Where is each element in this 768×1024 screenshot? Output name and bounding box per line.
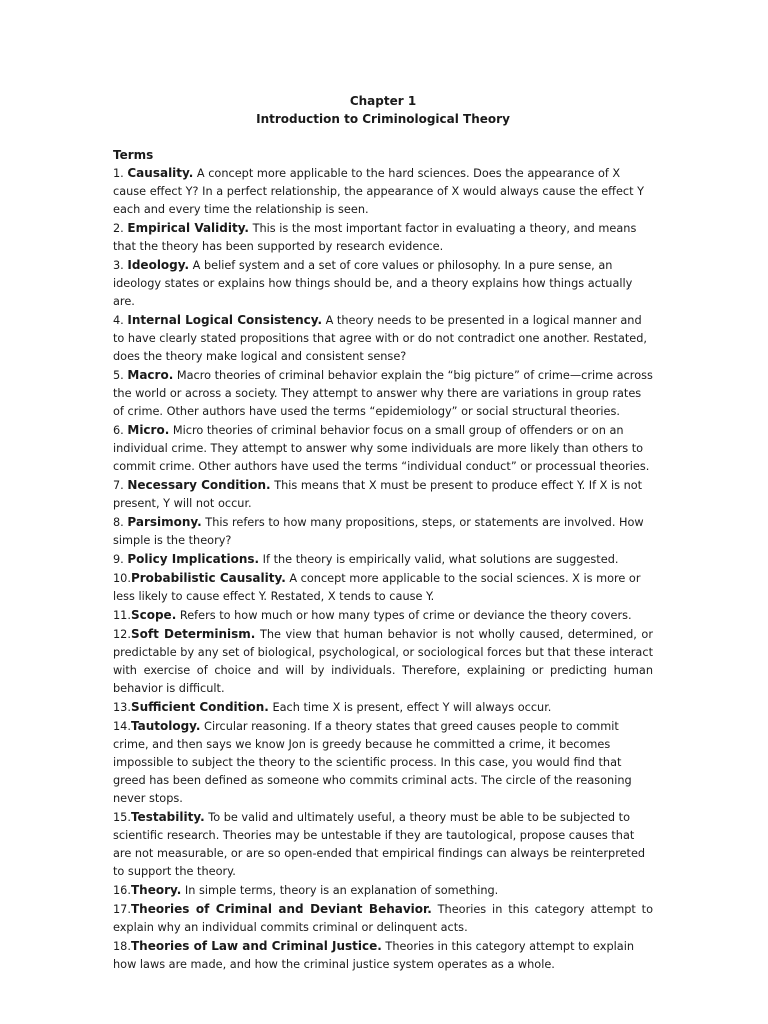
term-entry [113,219,653,256]
term-definition: In simple terms, theory is an explanation of something. [181,884,499,897]
document-page [113,92,653,974]
term-entry [113,366,653,421]
term-definition: Each time X is present, effect Y will always occur. [268,701,552,714]
term-definition: A concept more applicable to the hard sciences. Does the appearance of X cause effect Y? In a perfect relationship, the appearance of X would always cause the effect Y each and every time the relationship is seen. [113,167,645,216]
term-number: 8. [113,516,128,529]
term-number: 9. [113,553,128,566]
term-definition: A belief system and a set of core values or philosophy. In a pure sense, an ideology states or explains how things should be, and a theory explains how things actually are. [113,259,633,308]
term-name: Theories of Criminal and Deviant Behavior. [130,902,432,916]
term-number: 4. [113,314,128,327]
term-entry [113,421,653,476]
term-name: Parsimony. [127,515,202,529]
term-entry [113,717,653,808]
term-entry [113,937,653,974]
term-name: Theories of Law and Criminal Justice. [130,939,382,953]
term-entry [113,606,653,625]
term-definition: Micro theories of criminal behavior focus on a small group of offenders or on an individual crime. They attempt to answer why some individuals are more likely than others to commit crime. Other authors have used the terms “individual conduct” or processual theories. [113,424,650,473]
term-definition: This refers to how many propositions, steps, or statements are involved. How simple is the theory? [113,516,644,547]
term-definition: This is the most important factor in evaluating a theory, and means that the theory has been supported by research evidence. [113,222,637,253]
term-name: Soft Determinism. [130,627,256,641]
term-number: 16. [113,884,131,897]
term-name: Theory. [130,883,182,897]
term-definition: Theories in this category attempt to explain how laws are made, and how the criminal justice system operates as a whole. [113,940,634,971]
term-number: 2. [113,222,128,235]
term-name: Empirical Validity. [127,221,249,235]
term-entry [113,881,653,900]
term-entry [113,513,653,550]
term-number: 11. [113,609,131,622]
term-number: 18. [113,940,131,953]
term-number: 5. [113,369,128,382]
term-number: 10. [113,572,131,585]
term-name: Tautology. [130,719,201,733]
term-definition: Macro theories of criminal behavior explain the “big picture” of crime—crime across the world or across a society. They attempt to answer why there are variations in group rates of crime. Other authors have used the terms “epidemiology” or social structural theories. [113,369,653,418]
term-name: Policy Implications. [127,552,260,566]
term-name: Necessary Condition. [127,478,271,492]
term-name: Scope. [130,608,177,622]
term-entry [113,625,653,698]
term-name: Causality. [127,166,194,180]
chapter-label: Chapter 1 [349,94,417,108]
term-definition: Refers to how much or how many types of crime or deviance the theory covers. [176,609,632,622]
term-name: Ideology. [127,258,190,272]
term-entry [113,164,653,219]
term-definition: A concept more applicable to the social sciences. X is more or less likely to cause effect Y. Restated, X tends to cause Y. [113,572,641,603]
term-number: 3. [113,259,128,272]
term-number: 7. [113,479,128,492]
term-definition: Circular reasoning. If a theory states that greed causes people to commit crime, and then says we know Jon is greedy because he committed a crime, it becomes impossible to subject the theory to the scientific process. In this case, you would find that greed has been defined as someone who commits criminal acts. The circle of the reasoning never stops. [113,720,632,805]
term-number: 6. [113,424,128,437]
term-entry [113,311,653,366]
term-number: 14. [113,720,131,733]
term-definition: A theory needs to be presented in a logical manner and to have clearly stated propositions that agree with or do not contradict one another. Restated, does the theory make logical and consistent sense? [113,314,648,363]
term-name: Internal Logical Consistency. [127,313,323,327]
term-number: 17. [113,903,131,916]
term-entry [113,900,653,937]
term-entry [113,550,653,569]
term-entry [113,256,653,311]
term-name: Probabilistic Causality. [130,571,286,585]
term-number: 13. [113,701,131,714]
term-number: 15. [113,811,131,824]
term-number: 12. [113,628,131,641]
term-definition: Theories in this category attempt to explain why an individual commits criminal or delinquent acts. [113,903,653,934]
term-entry [113,476,653,513]
terms-heading: Terms [113,148,154,162]
terms-list [113,164,653,974]
term-definition: If the theory is empirically valid, what solutions are suggested. [259,553,619,566]
term-entry [113,569,653,606]
term-number: 1. [113,167,128,180]
term-definition: This means that X must be present to produce effect Y. If X is not present, Y will not occur. [113,479,643,510]
term-name: Testability. [130,810,205,824]
term-definition: To be valid and ultimately useful, a theory must be able to be subjected to scientific research. Theories may be untestable if they are tautological, propose causes that are not measurable, or are so open-ended that empirical findings can always be reinterpreted to support the theory. [113,811,646,878]
term-entry [113,808,653,881]
term-name: Sufficient Condition. [130,700,269,714]
term-name: Micro. [127,423,170,437]
term-definition: The view that human behavior is not wholly caused, determined, or predictable by any set of biological, psychological, or sociological forces but that these interact with exercise of choice and will by individuals. Therefore, explaining or predicting human behavior is difficult. [113,628,653,695]
chapter-title: Introduction to Criminological Theory [256,112,510,126]
term-entry [113,698,653,717]
term-name: Macro. [127,368,174,382]
